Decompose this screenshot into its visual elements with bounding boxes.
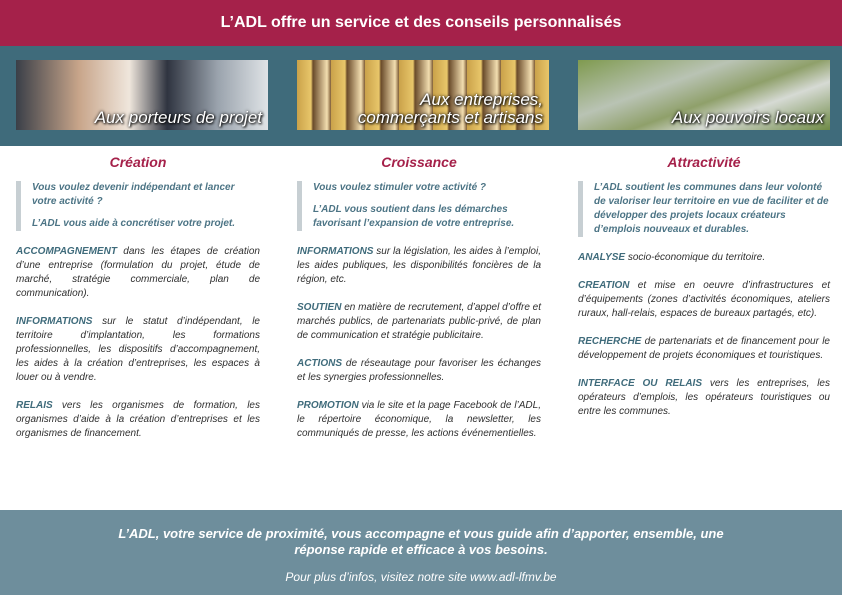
intro-answer: L’ADL vous soutient dans les démarches favorisant l’expansion de votre entreprise. [313,204,515,229]
item-text: en matière de recrutement, d’appel d’offre et marchés publics, de partenariats public-privé, de plan de communication et stratégie publicitaire. [297,302,542,341]
item-keyword: INFORMATIONS [297,246,374,257]
item-text: socio-économique du territoire. [625,252,766,263]
item-text: sur le statut d’indépendant, le territoire d’implantation, les formations professionnelles, les dispositifs d’accompagnement, les aides à la création d’entreprises, les espaces à louer ou à vendre. [16,316,260,383]
intro-question: L’ADL soutient les communes dans leur volonté de valoriser leur territoire en vue de faciliter et de développer des projets locaux créateurs d’emplois nouveaux et durables. [594,182,829,235]
item-text: vers les organismes de formation, les organismes d’aide à la création d’entreprises et les organismes de financement. [16,400,260,439]
service-item [297,357,541,385]
intro-answer: L’ADL vous aide à concrétiser votre projet. [32,218,236,229]
item-keyword: ACCOMPAGNEMENT [16,246,117,257]
header-banner [0,0,842,46]
column-croissance [297,154,541,455]
service-item [578,335,830,363]
intro-question: Vous voulez stimuler votre activité ? [313,182,487,193]
service-item [578,377,830,419]
item-text: vers les entreprises, les opérateurs d’emplois, les opérateurs touristiques ou entre les communes. [578,378,830,417]
item-text: et mise en oeuvre d’infrastructures et d’équipements (zones d’activités économiques, ateliers ruraux, hall-relais, espaces de bureaux partagés, etc). [578,280,830,319]
footer-banner [0,510,842,595]
column-title: Attractivité [667,154,741,170]
photo-caption: Aux porteurs de projet [94,108,262,127]
item-keyword: CREATION [578,280,630,291]
item-keyword: ACTIONS [297,358,342,369]
footer-message: L’ADL, votre service de proximité, vous accompagne et vous guide afin d’apporter, ensemble, une réponse rapide et efficace à vos besoins. [118,526,724,557]
photo-caption [358,91,543,127]
item-keyword: PROMOTION [297,400,359,411]
item-keyword: ANALYSE [578,252,626,263]
photo-caption-text: Aux entreprises, commerçants et artisans [357,90,543,127]
header-title: L’ADL offre un service et des conseils personnalisés [220,14,622,31]
service-item [297,399,541,441]
photo-project-holders [16,60,268,130]
footer-website-line[interactable]: Pour plus d’infos, visitez notre site www.adl-lfmv.be [285,570,557,584]
intro-question: Vous voulez devenir indépendant et lancer votre activité ? [32,182,235,207]
item-keyword: RECHERCHE [578,336,642,347]
item-keyword: INTERFACE OU RELAIS [578,378,702,389]
column-intro [578,181,830,237]
service-item [578,251,830,265]
service-item [578,279,830,321]
service-item [297,301,541,343]
column-intro [16,181,260,231]
item-text: via le site et la page Facebook de l’ADL, le répertoire économique, la newsletter, les communiqués de presse, les actions événementielles. [297,400,541,439]
photo-caption: Aux pouvoirs locaux [671,108,824,127]
service-item [16,315,260,385]
column-attractivite [578,154,830,433]
item-keyword: SOUTIEN [297,302,342,313]
photo-local-authorities [578,60,830,130]
column-creation [16,154,260,455]
item-keyword: INFORMATIONS [16,316,93,327]
service-item [297,245,541,287]
service-item [16,399,260,441]
photo-businesses [297,60,549,130]
service-item [16,245,260,301]
item-text: de réseautage pour favoriser les échanges et les synergies professionnelles. [297,358,541,383]
column-title: Croissance [381,154,457,170]
item-text: dans les étapes de création d’une entreprise (formulation du projet, étude de marché, stratégie commerciale, plan de communication). [16,246,260,299]
item-text: de partenariats et de financement pour le développement de projets économiques et touristiques. [578,336,830,361]
item-text: sur la législation, les aides à l’emploi, les aides publiques, les disponibilités foncières de la région, etc. [297,246,541,285]
item-keyword: RELAIS [16,400,53,411]
column-intro [297,181,541,231]
column-title: Création [109,154,167,170]
image-band [0,46,842,146]
